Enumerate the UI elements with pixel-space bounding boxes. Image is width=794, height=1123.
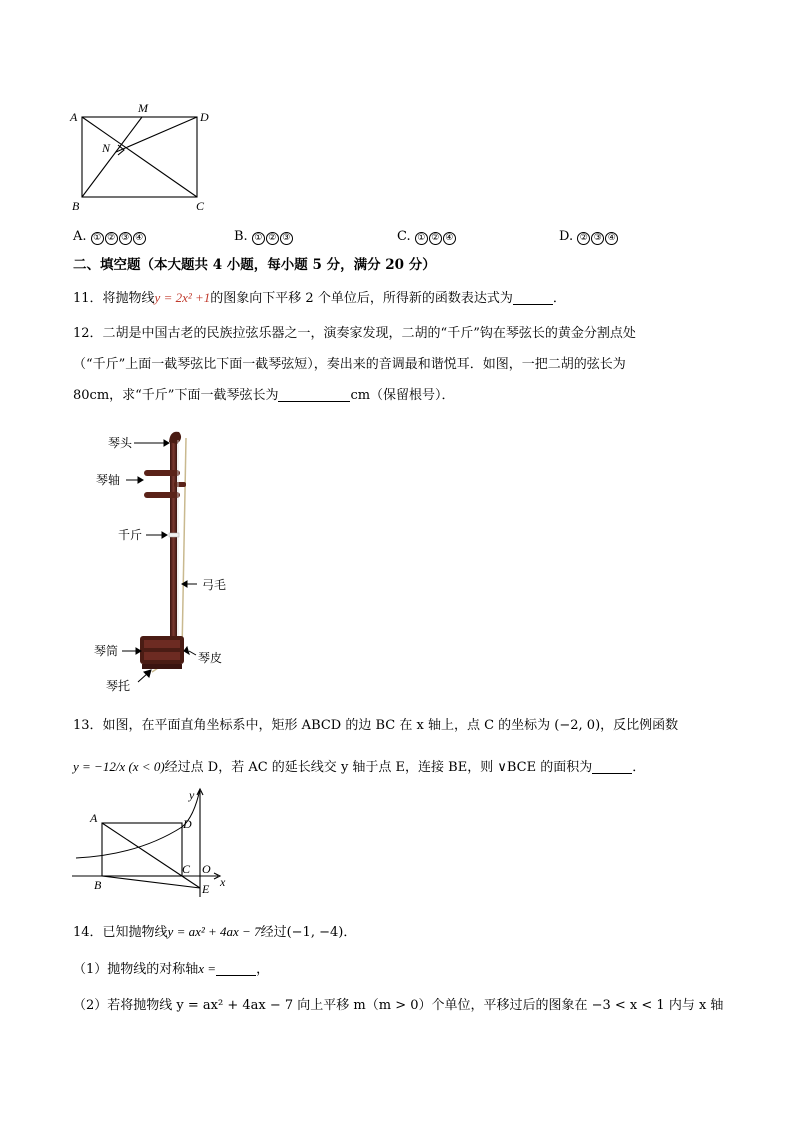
question-14: 14．已知抛物线y = ax² + 4ax − 7经过(−1, −4)． [73, 924, 357, 940]
label-d2: D [183, 817, 192, 831]
question-12-line3: 80cm，求“千斤”下面一截琴弦长为 cm（保留根号）． [73, 388, 455, 403]
question-12-line1: 12．二胡是中国古老的民族拉弦乐器之一，演奏家发现，二胡的“千斤”钩在琴弦长的黄金分割点处 [73, 326, 636, 341]
choice-b[interactable]: B. ① ② ③ [234, 230, 294, 245]
erhu-label-qianjin: 千斤 [118, 528, 143, 542]
question-13-line1: 13．如图，在平面直角坐标系中，矩形 ABCD 的边 BC 在 x 轴上，点 C 的坐标为 (−2, 0)，反比例函数 [73, 718, 679, 733]
label-c: C [196, 199, 205, 213]
q13-answer-blank[interactable] [592, 761, 632, 774]
label-a2: A [90, 811, 98, 825]
q14-point: (−1, −4) [286, 925, 344, 940]
choice-c[interactable]: C. ① ② ④ [397, 230, 457, 245]
erhu-label-qintuo: 琴托 [106, 679, 131, 693]
erhu-label-qinzhou: 琴轴 [96, 473, 121, 487]
label-a: A [70, 110, 78, 124]
q13-function: y = −12/x (x < 0) [73, 759, 165, 774]
label-b2: B [94, 878, 102, 892]
figure-rectangle-abcd [66, 100, 226, 215]
erhu-figure [74, 420, 254, 705]
q11-answer-blank[interactable] [513, 292, 553, 305]
q11-formula: y = 2x² +1 [154, 290, 211, 305]
label-n: N [102, 141, 111, 155]
label-e2: E [202, 882, 210, 896]
label-d: D [200, 110, 209, 124]
question-12-line2: （“千斤”上面一截琴弦比下面一截琴弦短），奏出来的音调最和谐悦耳．如图，一把二胡的弦长为 [73, 357, 626, 372]
label-y2: y [189, 788, 195, 802]
label-b: B [72, 199, 80, 213]
figure-coordinate [68, 785, 238, 900]
label-o2: O [202, 862, 211, 876]
question-14-sub2: （2）若将抛物线 y = ax² + 4ax − 7 向上平移 m（m > 0）个单位，平移过后的图象在 −3 < x < 1 内与 x 轴 [73, 998, 724, 1013]
erhu-label-qintou: 琴头 [108, 436, 133, 450]
label-c2: C [182, 862, 191, 876]
question-11: 11．将抛物线y = 2x² +1的图象向下平移 2 个单位后，所得新的函数表达式为 ． [73, 290, 566, 306]
choice-a[interactable]: A. ① ② ③ ④ [73, 230, 147, 245]
label-x2: x [220, 875, 226, 889]
q14-1-answer-blank[interactable] [216, 963, 256, 976]
q12-answer-blank[interactable] [278, 389, 350, 402]
erhu-label-qinpi: 琴皮 [198, 651, 223, 665]
erhu-label-gongmao: 弓毛 [202, 578, 227, 592]
choice-d[interactable]: D. ② ③ ④ [559, 230, 619, 245]
label-m: M [138, 101, 148, 115]
q14-formula: y = ax² + 4ax − 7 [167, 924, 261, 939]
question-13-line2: y = −12/x (x < 0)经过点 D，若 AC 的延长线交 y 轴于点 E，连接 BE，则 ∨BCE 的面积为 ． [73, 759, 646, 775]
question-14-sub1: （1）抛物线的对称轴x = ， [73, 961, 270, 977]
erhu-label-qintong: 琴筒 [94, 644, 119, 658]
section-title: 二、填空题（本大题共 4 小题，每小题 5 分，满分 20 分） [73, 257, 436, 273]
